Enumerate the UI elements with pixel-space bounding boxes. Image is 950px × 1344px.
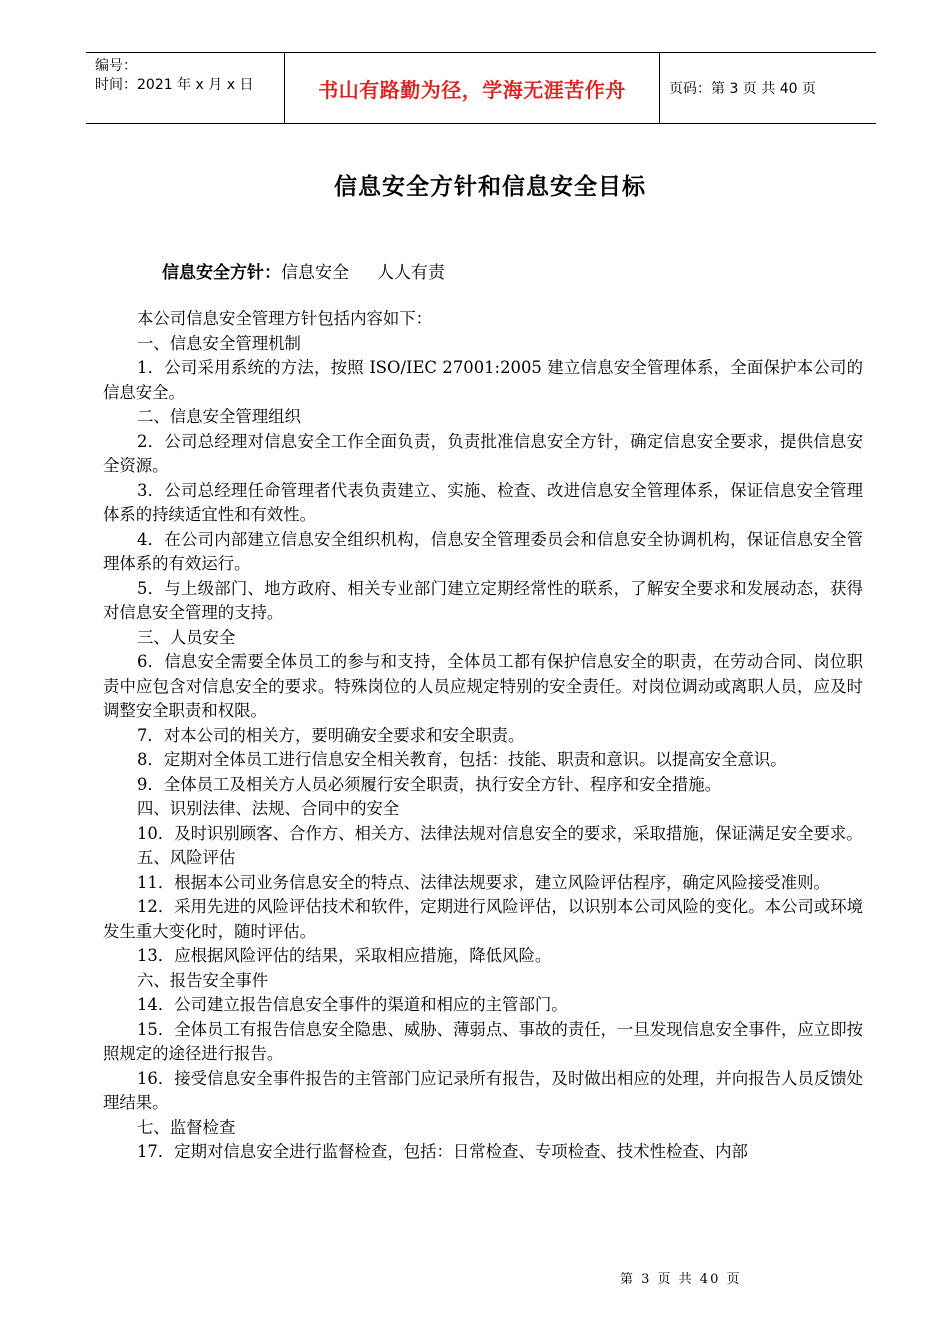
body-paragraph: 7．对本公司的相关方，要明确安全要求和安全职责。: [137, 725, 525, 745]
body-paragraph: 本公司信息安全管理方针包括内容如下：: [137, 309, 433, 328]
body-paragraph: 10．及时识别顾客、合作方、相关方、法律法规对信息安全的要求，采取措施，保证满足安全要求。: [137, 823, 863, 843]
policy-line: [162, 258, 445, 283]
policy-part-2: 人人有责: [377, 263, 445, 283]
header-motto: 书山有路勤为径，学海无涯苦作舟: [285, 53, 660, 123]
header-page-label: 页码：第 3 页 共 40 页: [669, 81, 816, 97]
body-paragraph: 四、识别法律、法规、合同中的安全: [137, 799, 400, 818]
body-paragraph: 11．根据本公司业务信息安全的特点、法律法规要求，建立风险评估程序，确定风险接受准则。: [137, 872, 830, 892]
body-paragraph: 1．公司采用系统的方法，按照 ISO/IEC 27001:2005 建立信息安全管理体系，全面保护本公司的信息安全。: [103, 358, 863, 402]
body-paragraph: 二、信息安全管理组织: [137, 407, 301, 426]
body-paragraph: 五、风险评估: [137, 848, 236, 867]
body-paragraph: 六、报告安全事件: [137, 970, 269, 990]
body-paragraph: 5．与上级部门、地方政府、相关专业部门建立定期经常性的联系，了解安全要求和发展动态，获得对信息安全管理的支持。: [103, 578, 863, 622]
body-paragraph: 一、信息安全管理机制: [137, 333, 301, 353]
document-header: [86, 52, 876, 124]
number-label: 编号：: [95, 58, 137, 74]
body-paragraph: 8．定期对全体员工进行信息安全相关教育，包括：技能、职责和意识。以提高安全意识。: [137, 750, 787, 769]
body-paragraph: 15．全体员工有报告信息安全隐患、威胁、薄弱点、事故的责任，一旦发现信息安全事件，应立即按照规定的途径进行报告。: [103, 1019, 863, 1063]
page-footer: 第 3 页 共 40 页: [620, 1272, 742, 1287]
body-paragraph: 2．公司总经理对信息安全工作全面负责，负责批准信息安全方针，确定信息安全要求，提供信息安全资源。: [103, 431, 863, 475]
document-body: [103, 307, 863, 1165]
body-paragraph: 三、人员安全: [137, 627, 236, 647]
body-paragraph: 6．信息安全需要全体员工的参与和支持，全体员工都有保护信息安全的职责，在劳动合同、岗位职责中应包含对信息安全的要求。特殊岗位的人员应规定特别的安全责任。对岗位调动或离职人员，应及时调整安全职责和权限。: [103, 652, 863, 720]
body-paragraph: 9．全体员工及相关方人员必须履行安全职责，执行安全方针、程序和安全措施。: [137, 774, 722, 794]
policy-label: 信息安全方针：: [162, 263, 281, 283]
body-paragraph: 13．应根据风险评估的结果，采取相应措施，降低风险。: [137, 946, 552, 965]
body-paragraph: 17．定期对信息安全进行监督检查，包括：日常检查、专项检查、技术性检查、内部: [137, 1142, 748, 1161]
header-meta: [86, 53, 285, 123]
body-paragraph: 3．公司总经理任命管理者代表负责建立、实施、检查、改进信息安全管理体系，保证信息安全管理体系的持续适宜性和有效性。: [103, 480, 863, 524]
document-title: 信息安全方针和信息安全目标: [334, 174, 646, 200]
body-paragraph: 16．接受信息安全事件报告的主管部门应记录所有报告，及时做出相应的处理，并向报告人员反馈处理结果。: [103, 1068, 863, 1112]
time-label: 时间：2021 年 x 月 x 日: [95, 77, 254, 93]
body-paragraph: 七、监督检查: [137, 1117, 236, 1137]
policy-part-1: 信息安全: [281, 263, 349, 283]
body-paragraph: 12．采用先进的风险评估技术和软件，定期进行风险评估，以识别本公司风险的变化。本公司或环境发生重大变化时，随时评估。: [103, 897, 863, 941]
body-paragraph: 4．在公司内部建立信息安全组织机构，信息安全管理委员会和信息安全协调机构，保证信息安全管理体系的有效运行。: [103, 529, 863, 573]
body-paragraph: 14．公司建立报告信息安全事件的渠道和相应的主管部门。: [137, 995, 568, 1014]
